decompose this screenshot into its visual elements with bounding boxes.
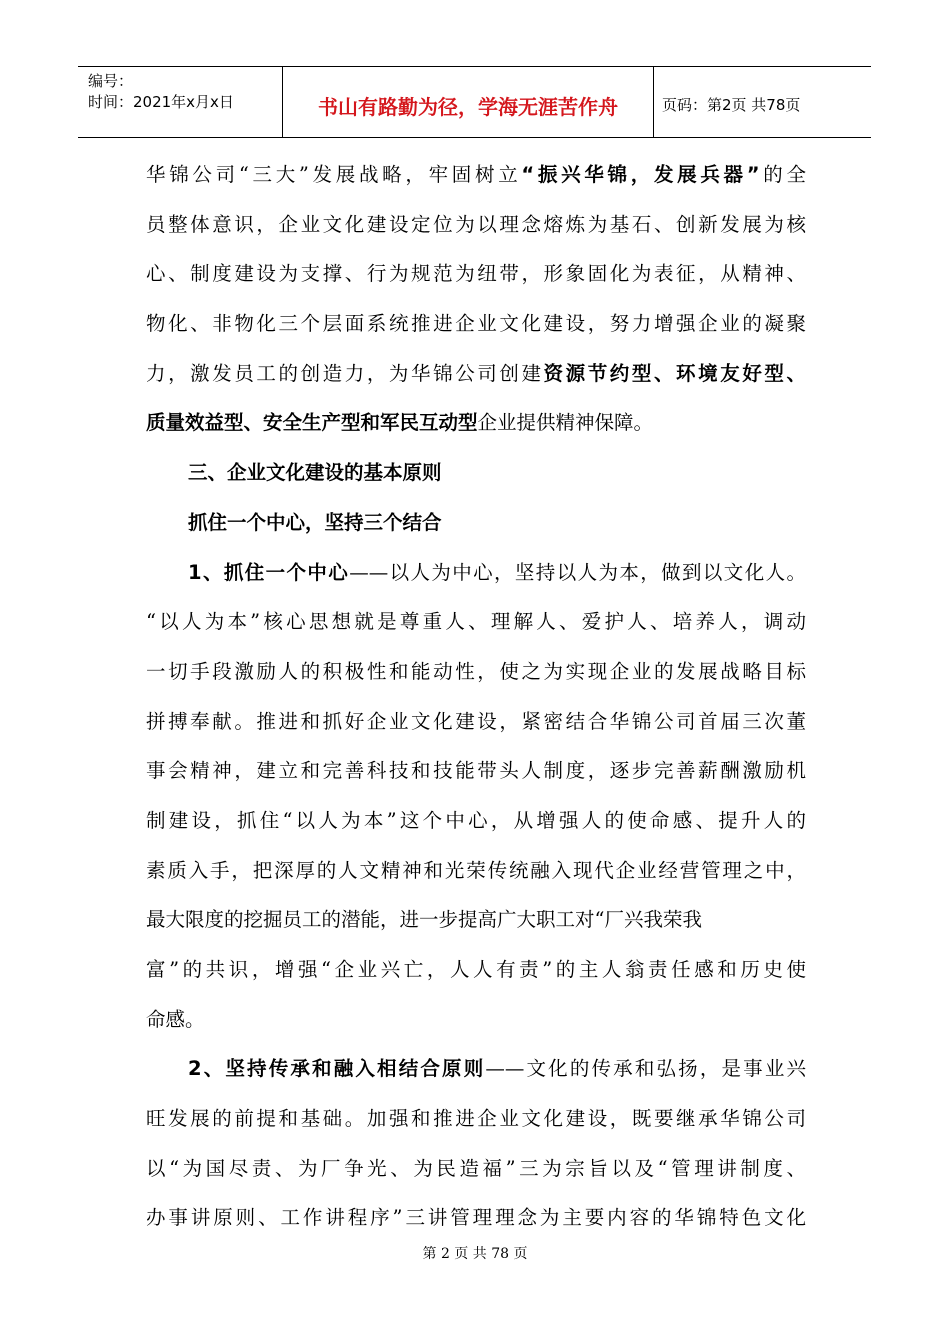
body-line [146,349,806,399]
bold-text-run: “振兴华锦，发展兵器” [521,163,760,186]
header-meta [78,67,283,137]
body-line: 一切手段激励人的积极性和能动性，使之为实现企业的发展战略目标 [146,659,806,683]
body-line [146,150,806,200]
body-line: 物化、非物化三个层面系统推进企业文化建设，努力增强企业的凝聚 [146,312,806,336]
page-footer: 第 2 页 共 78 页 [422,1246,528,1262]
text-run: ——文化的传承和弘扬，是事业兴 [485,1057,806,1081]
body-line: 拼搏奉献。推进和抓好企业文化建设，紧密结合华锦公司首届三次董 [146,709,806,733]
bold-text-run: 质量效益型、安全生产型和军民互动型 [146,411,478,435]
body-line: 命感。 [146,1007,205,1031]
time-label: 时间：2021年x月x日 [88,93,234,111]
body-line [146,1044,806,1094]
body-line: 素质入手，把深厚的人文精神和光荣传统融入现代企业经营管理之中， [146,858,806,882]
subsection-heading [146,498,806,548]
body-line: “以人为本”核心思想就是尊重人、理解人、爱护人、培养人，调动 [146,610,806,634]
body-line: 办事讲原则、工作讲程序”三讲管理理念为主要内容的华锦特色文化 [146,1206,806,1230]
subsection-heading-text: 抓住一个中心，坚持三个结合 [188,510,442,534]
document-body [146,150,806,1243]
header-page-info: 页码：第2页 共78页 [662,95,801,114]
text-run: 力，激发员工的创造力，为华锦公司创建 [146,361,544,385]
header-motto: 书山有路勤为径，学海无涯苦作舟 [283,67,654,137]
body-line: 最大限度的挖掘员工的潜能，进一步提高广大职工对“厂兴我荣我 [146,908,702,932]
body-line: 心、制度建设为支撑、行为规范为纽带，形象固化为表征，从精神、 [146,262,806,286]
section-heading [146,448,806,498]
text-run: 的全 [759,163,806,186]
body-line: 富”的共识，增强“企业兴亡，人人有责”的主人翁责任感和历史使 [146,958,806,981]
text-run: 企业提供精神保障。 [477,411,654,435]
body-line [146,398,806,448]
number-label: 编号： [88,72,134,90]
bold-text-run: 2、坚持传承和融入相结合原则 [188,1057,486,1081]
text-run: ——以人为中心，坚持以人为本，做到以文化人。 [349,560,806,584]
body-line: 旺发展的前提和基础。加强和推进企业文化建设，既要继承华锦公司 [146,1107,806,1131]
section-heading-text: 三、企业文化建设的基本原则 [188,461,442,485]
page-header [78,66,871,138]
body-line [146,548,806,598]
body-line: 制建设，抓住“以人为本”这个中心，从增强人的使命感、提升人的 [146,808,806,832]
body-line: 事会精神，建立和完善科技和技能带头人制度，逐步完善薪酬激励机 [146,759,806,783]
bold-text-run: 1、抓住一个中心 [188,560,350,584]
body-line: 以“为国尽责、为厂争光、为民造福”三为宗旨以及“管理讲制度、 [146,1156,806,1180]
bold-text-run: 资源节约型、环境友好型、 [543,361,806,385]
text-run: 华锦公司“三大”发展战略，牢固树立 [146,163,522,186]
body-line: 员整体意识，企业文化建设定位为以理念熔炼为基石、创新发展为核 [146,212,806,236]
